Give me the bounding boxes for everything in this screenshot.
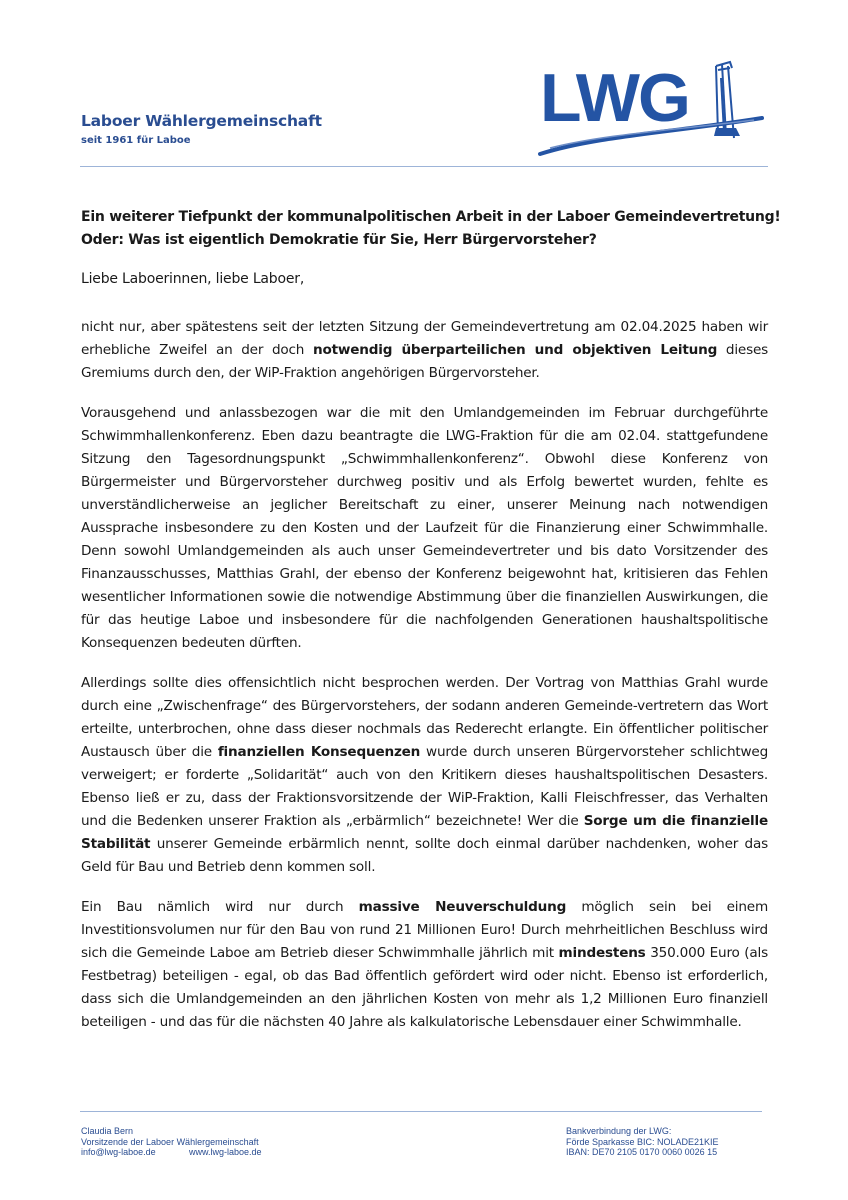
emphasized-text: finanziellen Konsequenzen — [217, 744, 421, 760]
paragraph-text: Vorausgehend und anlassbezogen war die mit den Umlandgemeinden im Februar durchgeführte Schwimmhallenkonferenz. Eben dazu beantragte die LWG-Fraktion für die am 02.04. stattgefundene Sitzung den Tagesordnungspunkt „Schwimmhallenkonferenz“. Obwohl diese Konferenz von Bürgermeister und Bürgervorsteher durchweg positiv und als Erfolg bewertet wurden, fehlte es unverständlicherweise an jeglicher Bereitschaft zu einer, unserer Meinung nach notwendigen Aussprache insbesondere zu den Kosten und der Laufzeit für die Finanzierung einer Schwimmhalle. Denn sowohl Umlandgemeinden als auch unser Gemeindevertreter und bis dato Vorsitzender des Finanzausschusses, Matthias Grahl, der ebenso der Konferenz beigewohnt hat, kritisieren das Fehlen wesentlicher Informationen sowie die notwendige Abstimmung über die finanziellen Auswirkungen, die für das heutige Laboe und insbesondere für die nachfolgenden Generationen haushaltspolitische Konsequenzen bedeuten dürften. — [81, 405, 768, 651]
footer-bank-details — [566, 1126, 719, 1158]
paragraph-text: dieses Gremiums durch den, der WiP-Fraktion angehörigen Bürgervorsteher. — [81, 342, 769, 381]
organization-tagline: seit 1961 für Laboe — [81, 135, 191, 146]
emphasized-text: notwendig überparteilichen und objektiven Leitung — [312, 342, 718, 358]
salutation: Liebe Laboerinnen, liebe Laboer, — [81, 271, 305, 287]
letter-body — [81, 316, 768, 1051]
footer-website-link[interactable]: www.lwg-laboe.de — [189, 1147, 262, 1157]
body-paragraph — [81, 402, 768, 655]
paragraph-text: 350.000 Euro (als Festbetrag) beteiligen - egal, ob das Bad öffentlich gefördert wird oder nicht. Ebenso ist erforderlich, dass sich die Umlandgemeinden an den jährlichen Kosten von mehr als 1,2 Millionen Euro finanziell beteiligen - und das für die nächsten 40 Jahre als kalkulatorische Lebensdauer einer Schwimmhalle. — [81, 945, 768, 1030]
paragraph-text: möglich sein bei einem Investitionsvolumen nur für den Bau von rund 21 Millionen Euro! Durch mehrheitlichen Beschluss wird sich die Gemeinde Laboe am Betrieb dieser Schwimmhalle jährlich mit — [81, 899, 768, 961]
emphasized-text: massive Neuverschuldung — [358, 899, 567, 915]
emphasized-text: mindestens — [558, 945, 646, 961]
footer-bank-title: Bankverbindung der LWG: — [566, 1126, 672, 1136]
logo-graphic — [536, 56, 768, 162]
paragraph-text: Allerdings sollte dies offensichtlich nicht besprochen werden. Der Vortrag von Matthias Grahl wurde durch eine „Zwischenfrage“ des Bürgervorstehers, der sodann anderen Gemeinde-vertretern das Wort erteilte, unterbrochen, ohne dass dieser nochmals das Rederecht erlangte. Ein öffentlicher politischer Austausch über die — [81, 675, 768, 760]
paragraph-text: unserer Gemeinde erbärmlich nennt, sollte doch einmal darüber nachdenken, woher das Geld für Bau und Betrieb denn kommen soll. — [81, 836, 768, 875]
paragraph-text: nicht nur, aber spätestens seit der letzten Sitzung der Gemeindevertretung am 02.04.2025 haben wir erhebliche Zweifel an der doch — [81, 319, 768, 358]
footer-contact-role: Vorsitzende der Laboer Wählergemeinschaft — [81, 1136, 259, 1147]
footer-contact-links — [81, 1147, 262, 1158]
footer-email-link[interactable]: info@lwg-laboe.de — [81, 1147, 156, 1157]
body-paragraph — [81, 896, 768, 1034]
body-paragraph — [81, 316, 768, 385]
body-paragraph — [81, 672, 768, 879]
logo-lettering: LWG — [540, 60, 689, 136]
footer-bank-iban: IBAN: DE70 2105 0170 0060 0026 15 — [566, 1147, 718, 1157]
headline — [81, 206, 781, 252]
emphasized-text: Sorge um die finanzielle Stabilität — [81, 813, 768, 852]
footer-contact — [81, 1126, 262, 1158]
lwg-logo — [536, 56, 768, 162]
headline-line-1: Ein weiterer Tiefpunkt der kommunalpolitischen Arbeit in der Laboer Gemeindevertretung! — [81, 209, 781, 225]
footer-divider — [80, 1111, 762, 1112]
organization-name: Laboer Wählergemeinschaft — [81, 112, 322, 130]
paragraph-text: wurde durch unseren Bürgervorsteher schlichtweg verweigert; er forderte „Solidarität“ auch von den Kritikern dieses haushaltspolitischen Desasters. Ebenso ließ er zu, dass der Fraktionsvorsitzende der WiP-Fraktion, Kalli Fleischfresser, das Verhalten und die Bedenken unserer Fraktion als „erbärmlich“ bezeichnete! Wer die — [81, 744, 768, 829]
headline-line-2: Oder: Was ist eigentlich Demokratie für Sie, Herr Bürgervorsteher? — [81, 232, 597, 248]
paragraph-text: Ein Bau nämlich wird nur durch — [81, 899, 359, 915]
footer-bank-bic: Förde Sparkasse BIC: NOLADE21KIE — [566, 1136, 719, 1147]
header-divider — [80, 166, 768, 167]
footer-contact-name: Claudia Bern — [81, 1126, 134, 1136]
organization-header — [81, 112, 322, 146]
